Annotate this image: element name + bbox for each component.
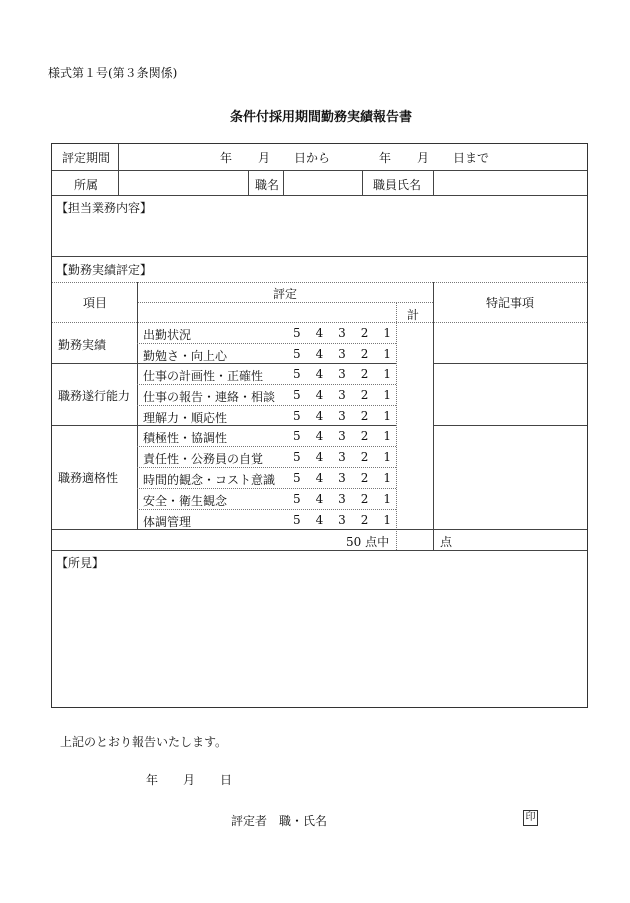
rating-2[interactable]: 2 bbox=[360, 429, 369, 443]
group-work-record: 勤務実績 bbox=[58, 338, 107, 352]
rating-5[interactable]: 5 bbox=[293, 471, 301, 485]
rating-2[interactable]: 2 bbox=[360, 326, 369, 340]
rating-1[interactable]: 1 bbox=[383, 429, 391, 443]
period-row bbox=[52, 144, 587, 170]
group-performance: 職務遂行能力 bbox=[58, 389, 131, 403]
rating-3[interactable]: 3 bbox=[338, 450, 346, 464]
rating-scale[interactable] bbox=[293, 513, 391, 527]
total-points-unit: 点 bbox=[440, 535, 453, 549]
item-label: 出勤状況 bbox=[143, 328, 192, 342]
rating-scale[interactable] bbox=[293, 492, 391, 506]
evaluator-label: 評定者 職・氏名 bbox=[231, 814, 328, 828]
rating-scale[interactable] bbox=[293, 347, 391, 361]
duties-field[interactable] bbox=[52, 214, 587, 256]
department-label: 所属 bbox=[74, 178, 99, 192]
total-out-of: 50 点中 bbox=[346, 535, 390, 549]
rating-scale[interactable] bbox=[293, 409, 391, 423]
rating-1[interactable]: 1 bbox=[383, 326, 391, 340]
item-label: 安全・衛生観念 bbox=[143, 494, 228, 508]
rating-3[interactable]: 3 bbox=[338, 347, 346, 361]
rating-1[interactable]: 1 bbox=[383, 347, 391, 361]
rating-3[interactable]: 3 bbox=[338, 367, 346, 381]
evaluation-header: 【勤務実績評定】 bbox=[56, 263, 153, 277]
employee-name-field[interactable] bbox=[434, 171, 586, 195]
rating-2[interactable]: 2 bbox=[360, 388, 369, 402]
rating-5[interactable]: 5 bbox=[293, 367, 301, 381]
post-label: 職名 bbox=[255, 178, 280, 192]
rating-1[interactable]: 1 bbox=[383, 513, 391, 527]
rating-scale[interactable] bbox=[293, 367, 391, 381]
date-day: 日 bbox=[220, 773, 233, 787]
rating-scale[interactable] bbox=[293, 429, 391, 443]
rating-5[interactable]: 5 bbox=[293, 409, 301, 423]
rating-2[interactable]: 2 bbox=[360, 492, 369, 506]
page-title: 条件付採用期間勤務実績報告書 bbox=[230, 110, 413, 125]
rating-1[interactable]: 1 bbox=[383, 388, 391, 402]
item-label: 積極性・協調性 bbox=[143, 431, 228, 445]
form-number: 様式第１号(第３条関係) bbox=[48, 66, 178, 80]
date-month: 月 bbox=[183, 773, 196, 787]
rating-2[interactable]: 2 bbox=[360, 367, 369, 381]
employee-name-label: 職員氏名 bbox=[373, 178, 422, 192]
rating-4[interactable]: 4 bbox=[315, 429, 324, 443]
rating-column-header: 評定 bbox=[273, 287, 298, 301]
item-label: 仕事の報告・連絡・相談 bbox=[143, 390, 276, 404]
rating-2[interactable]: 2 bbox=[360, 450, 369, 464]
remarks-field[interactable] bbox=[52, 570, 587, 707]
period-year-to: 年 bbox=[379, 151, 392, 165]
group-aptitude: 職務適格性 bbox=[58, 471, 119, 485]
period-day-to: 日まで bbox=[453, 151, 490, 165]
rating-2[interactable]: 2 bbox=[360, 347, 369, 361]
report-form bbox=[51, 143, 588, 708]
rating-scale[interactable] bbox=[293, 450, 391, 464]
rating-scale[interactable] bbox=[293, 388, 391, 402]
rating-1[interactable]: 1 bbox=[383, 367, 391, 381]
rating-2[interactable]: 2 bbox=[360, 513, 369, 527]
date-year: 年 bbox=[146, 773, 159, 787]
rating-3[interactable]: 3 bbox=[338, 409, 346, 423]
rating-1[interactable]: 1 bbox=[383, 450, 391, 464]
item-column-header: 項目 bbox=[83, 296, 108, 310]
rating-3[interactable]: 3 bbox=[338, 326, 346, 340]
item-label: 仕事の計画性・正確性 bbox=[143, 369, 264, 383]
period-month-to: 月 bbox=[417, 151, 430, 165]
closing-statement: 上記のとおり報告いたします。 bbox=[60, 735, 228, 749]
department-field[interactable] bbox=[119, 171, 248, 195]
item-label: 理解力・順応性 bbox=[143, 411, 228, 425]
total-column-header: 計 bbox=[407, 308, 420, 322]
rating-3[interactable]: 3 bbox=[338, 492, 346, 506]
period-year-from: 年 bbox=[220, 151, 233, 165]
rating-5[interactable]: 5 bbox=[293, 513, 301, 527]
rating-5[interactable]: 5 bbox=[293, 347, 301, 361]
seal-mark: 印 bbox=[523, 810, 538, 826]
period-month-from: 月 bbox=[258, 151, 271, 165]
rating-5[interactable]: 5 bbox=[293, 492, 301, 506]
period-label: 評定期間 bbox=[62, 151, 111, 165]
remarks-column-header: 特記事項 bbox=[486, 296, 535, 310]
duties-header: 【担当業務内容】 bbox=[56, 201, 153, 215]
rating-1[interactable]: 1 bbox=[383, 471, 391, 485]
rating-4[interactable]: 4 bbox=[315, 326, 324, 340]
rating-4[interactable]: 4 bbox=[315, 492, 324, 506]
rating-4[interactable]: 4 bbox=[315, 347, 324, 361]
rating-1[interactable]: 1 bbox=[383, 409, 391, 423]
remarks-header: 【所見】 bbox=[56, 556, 105, 570]
rating-3[interactable]: 3 bbox=[338, 513, 346, 527]
rating-2[interactable]: 2 bbox=[360, 409, 369, 423]
total-score-field[interactable] bbox=[397, 530, 433, 550]
rating-5[interactable]: 5 bbox=[293, 450, 301, 464]
rating-4[interactable]: 4 bbox=[315, 471, 324, 485]
post-field[interactable] bbox=[284, 171, 362, 195]
period-day-from: 日から bbox=[294, 151, 331, 165]
rating-4[interactable]: 4 bbox=[315, 409, 324, 423]
item-label: 勤勉さ・向上心 bbox=[143, 349, 228, 363]
rating-4[interactable]: 4 bbox=[315, 450, 324, 464]
rating-5[interactable]: 5 bbox=[293, 388, 301, 402]
rating-3[interactable]: 3 bbox=[338, 429, 346, 443]
rating-4[interactable]: 4 bbox=[315, 367, 324, 381]
rating-3[interactable]: 3 bbox=[338, 471, 346, 485]
rating-5[interactable]: 5 bbox=[293, 326, 301, 340]
rating-4[interactable]: 4 bbox=[315, 388, 324, 402]
item-label: 体調管理 bbox=[143, 515, 192, 529]
rating-1[interactable]: 1 bbox=[383, 492, 391, 506]
item-label: 責任性・公務員の自覚 bbox=[143, 452, 264, 466]
rating-3[interactable]: 3 bbox=[338, 388, 346, 402]
rating-4[interactable]: 4 bbox=[315, 513, 324, 527]
rating-scale[interactable] bbox=[293, 471, 391, 485]
rating-scale[interactable] bbox=[293, 326, 391, 340]
rating-2[interactable]: 2 bbox=[360, 471, 369, 485]
item-label: 時間的観念・コスト意識 bbox=[143, 473, 276, 487]
rating-5[interactable]: 5 bbox=[293, 429, 301, 443]
